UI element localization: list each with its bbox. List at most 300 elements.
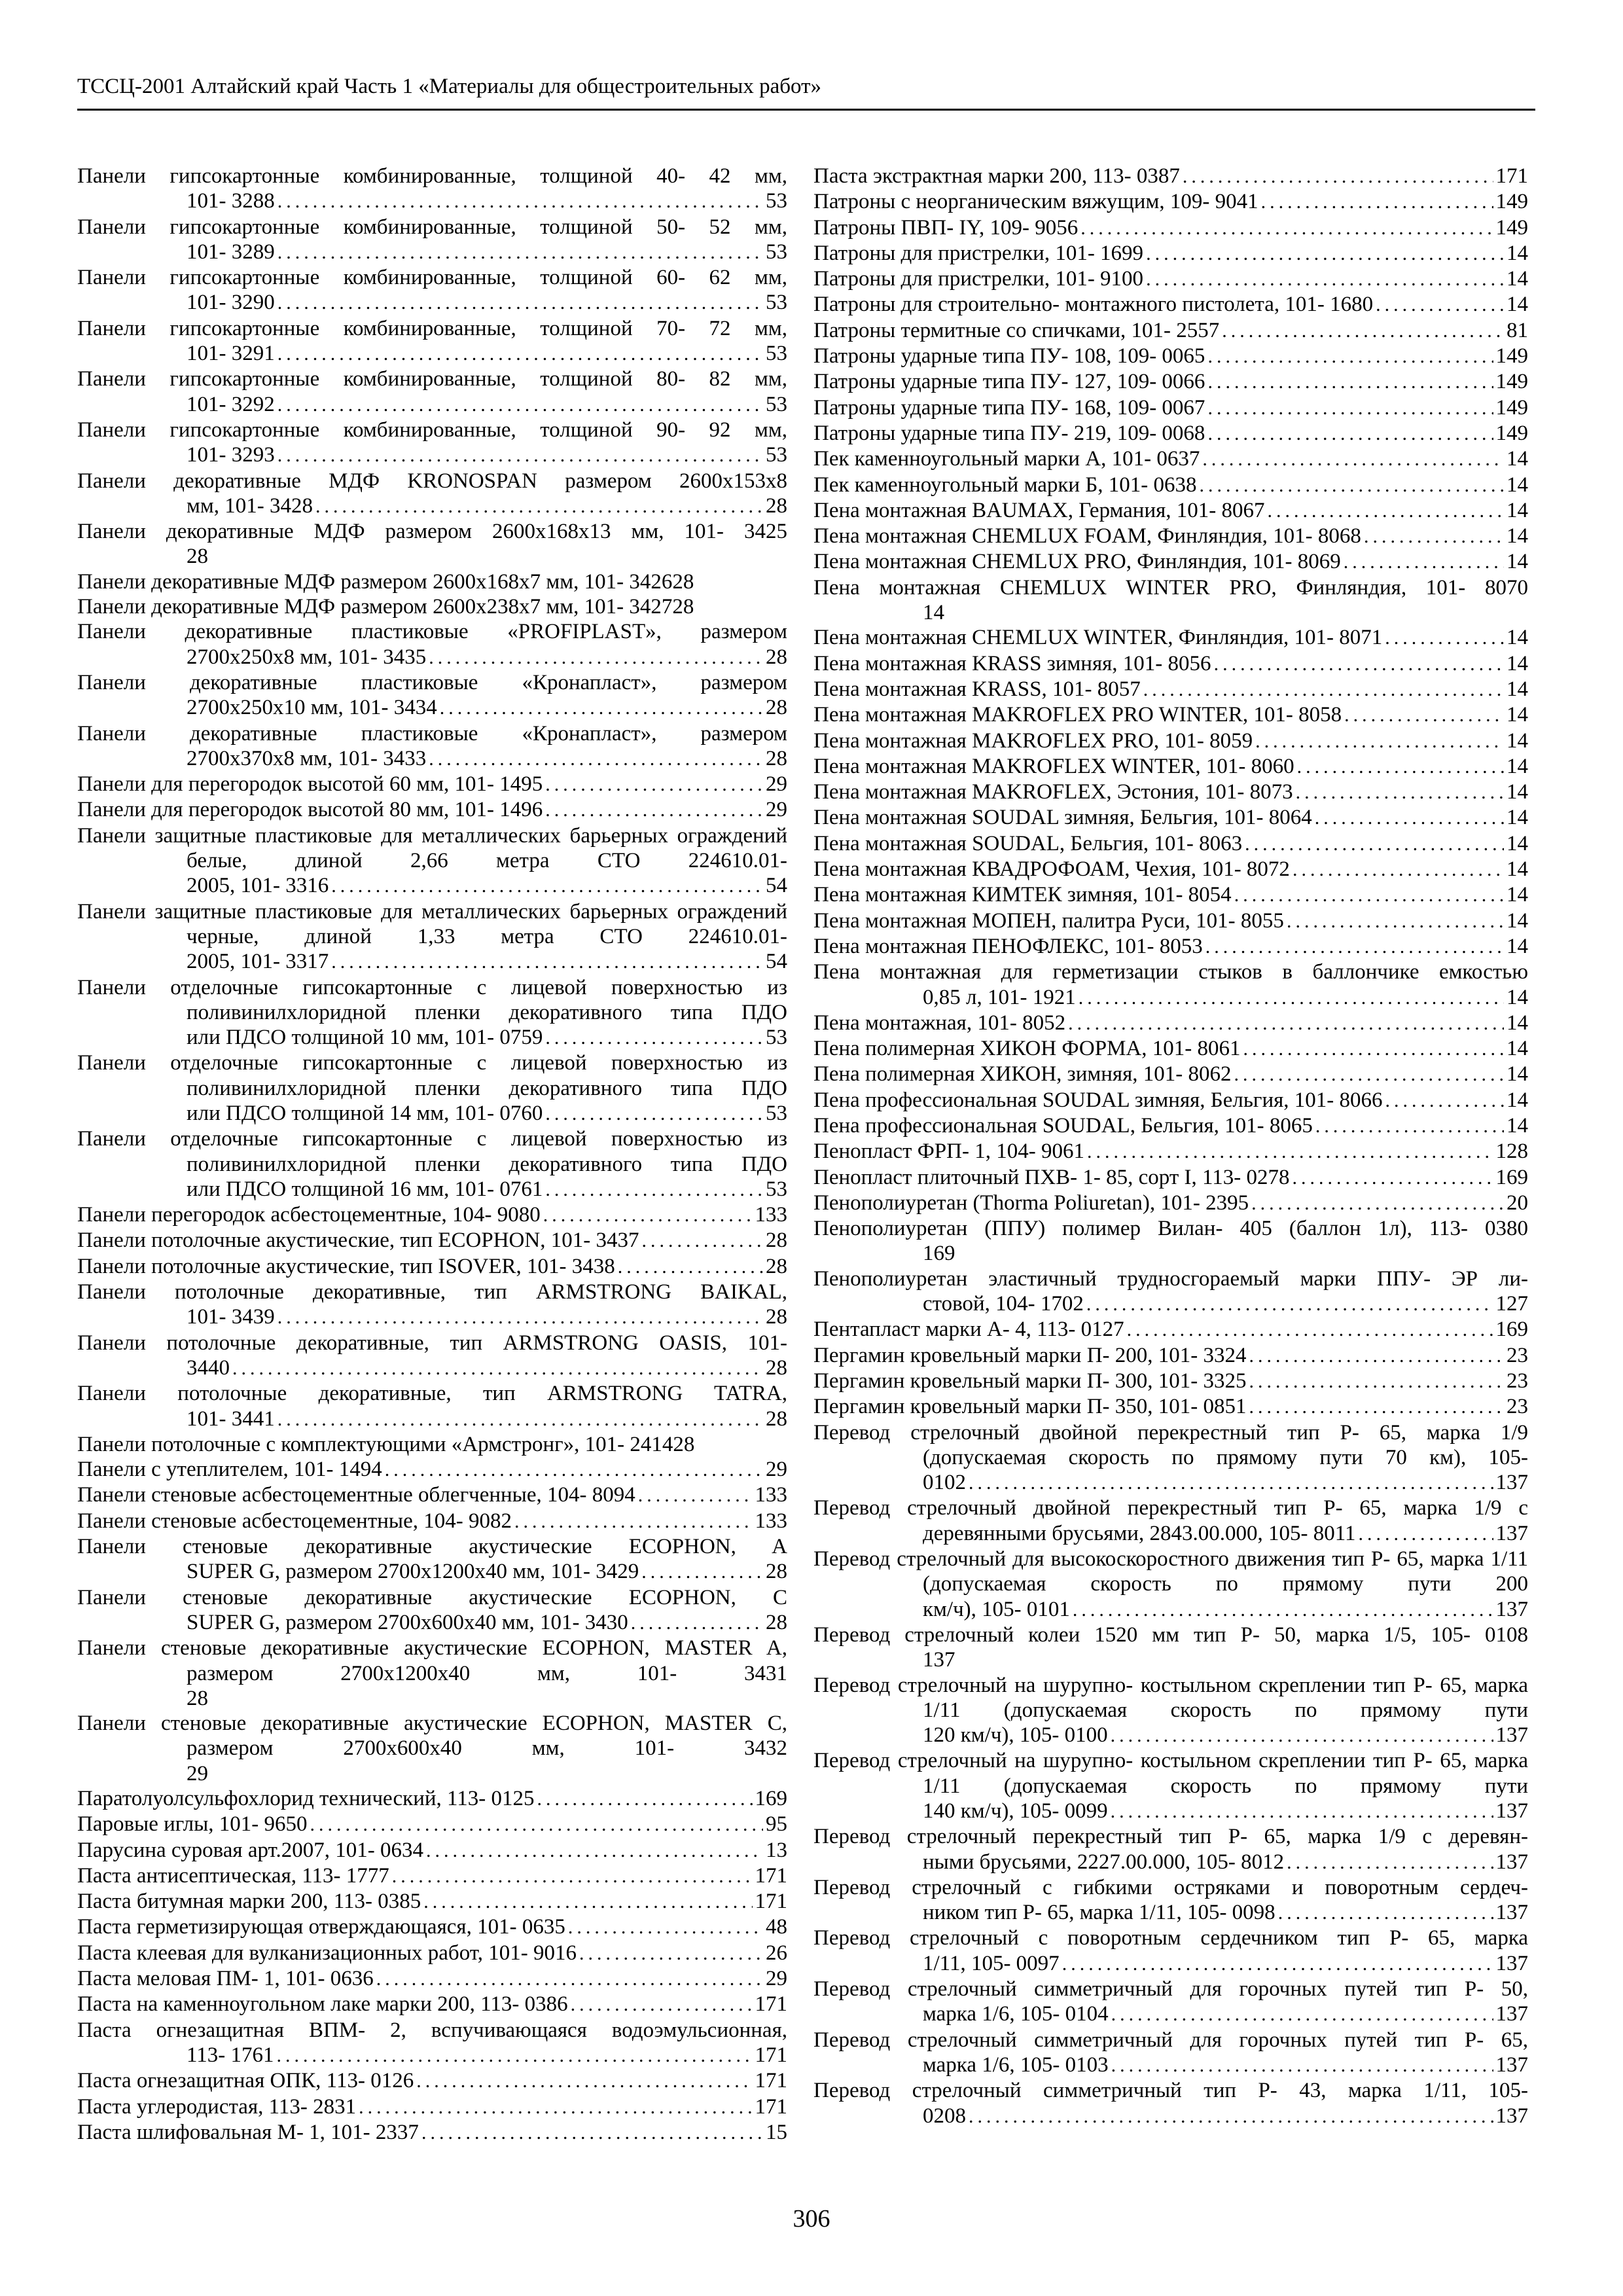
dot-leader xyxy=(638,1483,753,1508)
entry-page: 137 xyxy=(1495,1901,1528,1925)
index-entry xyxy=(813,473,1528,498)
entry-text: Панели гипсокартонные комбинированные, толщиной 70- 72 мм, xyxy=(77,316,787,340)
dot-leader xyxy=(416,2069,752,2094)
dot-leader xyxy=(1344,550,1504,575)
entry-page: 81 xyxy=(1507,318,1528,342)
dot-leader xyxy=(1385,1088,1504,1113)
dot-leader xyxy=(571,1992,753,2017)
entry-page: 137 xyxy=(1495,1521,1528,1545)
dot-leader xyxy=(1207,344,1493,369)
entry-text: Панели гипсокартонные комбинированные, толщиной 40- 42 мм, xyxy=(77,164,787,188)
entry-continuation: 137 xyxy=(923,1648,955,1672)
entry-page: 53 xyxy=(766,342,787,366)
dot-leader xyxy=(232,1356,763,1381)
index-entry xyxy=(77,2094,787,2120)
dot-leader xyxy=(421,2121,763,2145)
dot-leader xyxy=(277,189,763,214)
index-entry xyxy=(77,316,787,367)
entry-page: 14 xyxy=(1507,651,1528,675)
entry-continuation: 1/11, 105- 0097 xyxy=(923,1951,1060,1975)
entry-text: Пена монтажная CHEMLUX WINTER PRO, Финляндия, 101- 8070 xyxy=(813,575,1528,600)
entry-page: 171 xyxy=(755,1863,787,1888)
dot-leader xyxy=(1214,652,1504,677)
entry-page: 133 xyxy=(755,1203,787,1227)
dot-leader xyxy=(969,2104,1493,2129)
entry-text: Пена полимерная ХИКОН, зимняя, 101- 8062 xyxy=(813,1062,1232,1086)
entry-text: Перевод стрелочный симметричный для горочных путей тип Р- 65, xyxy=(813,2028,1528,2052)
index-entry xyxy=(77,797,787,823)
entry-text: Панели для перегородок высотой 80 мм, 101- 1496 xyxy=(77,798,543,822)
entry-continuation: 2700x250x8 мм, 101- 3435 xyxy=(187,645,427,669)
entry-page: 137 xyxy=(1495,1951,1528,1975)
dot-leader xyxy=(1287,1850,1493,1875)
entry-page: 28 xyxy=(766,1305,787,1329)
index-entry xyxy=(813,651,1528,677)
index-entry xyxy=(77,418,787,469)
dot-leader xyxy=(1315,1114,1504,1139)
entry-text: Пена монтажная SOUDAL зимняя, Бельгия, 101- 8064 xyxy=(813,806,1312,830)
entry-page: 53 xyxy=(766,189,787,213)
entry-continuation: 101- 3441 xyxy=(187,1407,275,1431)
entry-page: 14 xyxy=(1507,1062,1528,1086)
entry-text: Панели декоративные пластиковые «PROFIPLAST», размером xyxy=(77,620,787,644)
entry-text: Панели декоративные пластиковые «Кронапласт», размером xyxy=(77,670,787,694)
entry-text: Перевод стрелочный для высокоскоростного движения тип Р- 65, марка 1/11 (допускаемая скорость по прямому пути 200 xyxy=(813,1547,1528,1596)
entry-page: 169 xyxy=(1495,1318,1528,1342)
index-entry xyxy=(77,975,787,1051)
entry-page: 29 xyxy=(766,1458,787,1482)
dot-leader xyxy=(1080,216,1493,241)
entry-page: 133 xyxy=(755,1483,787,1507)
index-entry xyxy=(77,823,787,899)
entry-text: Панели отделочные гипсокартонные с лицевой поверхностью из поливинилхлоридной пленки декоративного типа ПДО xyxy=(77,1051,787,1100)
entry-page: 28 xyxy=(766,1355,787,1380)
entry-text: Панели декоративные МДФ размером 2600x168x13 мм, 101- 3425 xyxy=(77,520,787,544)
dot-leader xyxy=(1062,1952,1493,1977)
entry-text: Пергамин кровельный марки П- 350, 101- 0851 xyxy=(813,1395,1247,1419)
entry-page: 137 xyxy=(1495,1723,1528,1748)
entry-continuation: марка 1/6, 105- 0103 xyxy=(923,2053,1109,2077)
entry-continuation: 101- 3439 xyxy=(187,1305,275,1329)
dot-leader xyxy=(277,443,763,468)
index-entry xyxy=(77,1585,787,1636)
dot-leader xyxy=(1268,499,1504,524)
dot-leader xyxy=(277,393,763,418)
entry-page: 14 xyxy=(1507,728,1528,753)
dot-leader xyxy=(1234,883,1504,908)
dot-leader xyxy=(641,1229,763,1253)
index-entry xyxy=(813,1266,1528,1318)
entry-page: 14 xyxy=(1507,831,1528,855)
index-entry xyxy=(813,625,1528,651)
entry-text: Парусина суровая арт.2007, 101- 0634 xyxy=(77,1838,423,1862)
entry-text: Пена монтажная КИМТЕК зимняя, 101- 8054 xyxy=(813,883,1232,907)
entry-page: 137 xyxy=(1495,1850,1528,1874)
entry-continuation: км/ч), 105- 0101 xyxy=(923,1597,1070,1621)
entry-page: 54 xyxy=(766,950,787,974)
page-number: 306 xyxy=(793,2205,830,2233)
dot-leader xyxy=(1111,2002,1493,2027)
entry-text: Пена монтажная MAKROFLEX PRO, 101- 8059 xyxy=(813,728,1253,753)
entry-text: Перевод стрелочный на шурупно- костыльном скреплении тип Р- 65, марка 1/11 (допускаемая скорость по прямому пути xyxy=(813,1673,1528,1722)
entry-page: 171 xyxy=(1495,164,1528,188)
entry-page: 26 xyxy=(766,1941,787,1965)
dot-leader xyxy=(426,1839,763,1863)
index-entry xyxy=(77,265,787,316)
entry-text: Панели отделочные гипсокартонные с лицевой поверхностью из поливинилхлоридной пленки декоративного типа ПДО xyxy=(77,1127,787,1176)
entry-text: Пена профессиональная SOUDAL зимняя, Бельгия, 101- 8066 xyxy=(813,1088,1383,1112)
dot-leader xyxy=(310,1812,763,1837)
entry-page: 137 xyxy=(1495,2002,1528,2026)
index-entry xyxy=(813,702,1528,728)
entry-page: 28 xyxy=(766,1560,787,1584)
index-entry xyxy=(77,367,787,418)
entry-page: 149 xyxy=(1495,344,1528,368)
entry-continuation: 28 xyxy=(187,1686,208,1710)
entry-page: 14 xyxy=(1507,1011,1528,1035)
entry-text: Пена монтажная KRASS, 101- 8057 xyxy=(813,677,1141,701)
entry-continuation: или ПДСО толщиной 16 мм, 101- 0761 xyxy=(187,1177,543,1201)
dot-leader xyxy=(277,2043,753,2068)
entry-continuation: 2700x370x8 мм, 101- 3433 xyxy=(187,746,427,770)
entry-text: Пек каменноугольный марки А, 101- 0637 xyxy=(813,447,1200,471)
entry-page: 169 xyxy=(1495,1165,1528,1189)
entry-text: Перевод стрелочный колеи 1520 мм тип Р- 50, марка 1/5, 105- 0108 xyxy=(813,1623,1528,1647)
index-entry xyxy=(813,857,1528,882)
entry-text: Пена полимерная ХИКОН ФОРМА, 101- 8061 xyxy=(813,1037,1241,1061)
index-entry xyxy=(813,1748,1528,1824)
dot-leader xyxy=(579,1941,763,1966)
index-entry xyxy=(813,575,1528,626)
index-entry xyxy=(813,677,1528,702)
index-entry xyxy=(77,619,787,670)
dot-leader xyxy=(277,1305,763,1330)
entry-text: Перевод стрелочный с поворотным сердечником тип Р- 65, марка xyxy=(813,1926,1528,1950)
index-entry xyxy=(813,2028,1528,2079)
entry-page: 14 xyxy=(1507,626,1528,650)
dot-leader xyxy=(1234,1062,1504,1087)
dot-leader xyxy=(1376,293,1504,317)
entry-page: 23 xyxy=(1507,1343,1528,1367)
dot-leader xyxy=(1293,1166,1493,1191)
entry-continuation: 101- 3293 xyxy=(187,443,275,467)
index-entry xyxy=(77,469,787,520)
dot-leader xyxy=(537,1787,753,1812)
entry-text: Паста антисептическая, 113- 1777 xyxy=(77,1863,389,1888)
index-entry xyxy=(813,446,1528,472)
entry-page: 137 xyxy=(1495,2053,1528,2077)
entry-text: Панели для перегородок высотой 60 мм, 101- 1495 xyxy=(77,772,543,797)
index-entry xyxy=(77,1812,787,1837)
entry-text: Панели стеновые декоративные акустические ECOPHON, MASTER C, размером 2700x600x40 мм, 101- 3432 xyxy=(77,1712,787,1761)
entry-text: Перевод стрелочный на шурупно- костыльном скреплении тип Р- 65, марка 1/11 (допускаемая скорость по прямому пути xyxy=(813,1749,1528,1798)
index-entry xyxy=(813,1547,1528,1623)
entry-page: 28 xyxy=(766,1407,787,1431)
entry-page: 28 xyxy=(766,1229,787,1253)
entry-text: Пена профессиональная SOUDAL, Бельгия, 101- 8065 xyxy=(813,1113,1313,1138)
index-entry xyxy=(813,728,1528,754)
index-entry xyxy=(813,934,1528,960)
index-entry xyxy=(813,1191,1528,1216)
entry-text: Панели потолочные акустические, тип ECOPHON, 101- 3437 xyxy=(77,1229,639,1253)
entry-text: Пена монтажная BAUMAX, Германия, 101- 8067 xyxy=(813,498,1265,522)
entry-continuation: 101- 3289 xyxy=(187,240,275,264)
index-entry xyxy=(77,1482,787,1508)
entry-continuation: 2700x250x10 мм, 101- 3434 xyxy=(187,696,437,720)
index-entry xyxy=(813,1824,1528,1875)
entry-page: 14 xyxy=(1507,241,1528,265)
index-entry xyxy=(77,2120,787,2145)
dot-leader xyxy=(1315,806,1504,831)
entry-page: 53 xyxy=(766,240,787,264)
entry-page: 133 xyxy=(755,1509,787,1533)
entry-page: 28 xyxy=(766,1254,787,1278)
entry-page: 171 xyxy=(755,2043,787,2067)
entry-continuation: 101- 3290 xyxy=(187,291,275,315)
entry-text: Панели защитные пластиковые для металлических барьерных ограждений белые, длиной 2,66 метра СТО 224610.01- xyxy=(77,823,787,873)
entry-page: 28 xyxy=(766,746,787,770)
entry-text: Панели гипсокартонные комбинированные, толщиной 90- 92 мм, xyxy=(77,418,787,442)
index-entry xyxy=(77,1914,787,1940)
entry-page: 149 xyxy=(1495,421,1528,445)
entry-page: 14 xyxy=(1507,1088,1528,1112)
dot-leader xyxy=(545,772,763,797)
dot-leader xyxy=(1086,1292,1493,1317)
entry-text: Панели гипсокартонные комбинированные, толщиной 60- 62 мм, xyxy=(77,266,787,290)
entry-page: 14 xyxy=(1507,498,1528,522)
entry-text: Паста герметизирующая отверждающаяся, 101- 0635 xyxy=(77,1915,565,1939)
dot-leader xyxy=(423,1890,752,1914)
entry-text: Пентапласт марки А- 4, 113- 0127 xyxy=(813,1318,1124,1342)
entry-page: 137 xyxy=(1495,1471,1528,1495)
dot-leader xyxy=(277,1407,763,1432)
index-entry xyxy=(77,1126,787,1202)
entry-page: 14 xyxy=(1507,754,1528,778)
entry-page: 23 xyxy=(1507,1395,1528,1419)
entry-page: 14 xyxy=(1507,293,1528,317)
entry-page: 14 xyxy=(1507,524,1528,548)
index-entry xyxy=(813,1673,1528,1749)
entry-page: 53 xyxy=(766,1026,787,1050)
dot-leader xyxy=(440,696,763,721)
index-entry xyxy=(813,908,1528,934)
entry-text: Перевод стрелочный двойной перекрестный тип Р- 65, марка 1/9 с xyxy=(813,1496,1528,1520)
dot-leader xyxy=(1207,370,1493,395)
index-entry xyxy=(77,164,787,215)
index-entry xyxy=(813,1420,1528,1496)
dot-leader xyxy=(385,1458,763,1482)
entry-continuation: 0208 xyxy=(923,2104,966,2128)
entry-page: 137 xyxy=(1495,1597,1528,1621)
index-entry xyxy=(77,1432,787,1457)
index-entry xyxy=(77,215,787,266)
running-header xyxy=(77,65,1535,111)
dot-leader xyxy=(1251,1191,1504,1216)
entry-page: 29 xyxy=(766,772,787,797)
dot-leader xyxy=(392,1864,753,1889)
entry-text: Пена монтажная MAKROFLEX PRO WINTER, 101- 8058 xyxy=(813,703,1342,727)
entry-page: 95 xyxy=(766,1812,787,1837)
entry-page: 20 xyxy=(1507,1191,1528,1215)
dot-leader xyxy=(1249,1344,1505,1369)
entry-text: Панели декоративные МДФ KRONOSPAN размером 2600x153x8 xyxy=(77,469,787,493)
dot-leader xyxy=(1205,935,1504,960)
entry-text: Паста огнезащитная ОПК, 113- 0126 xyxy=(77,2069,414,2093)
dot-leader xyxy=(1111,1723,1493,1748)
entry-text: Перевод стрелочный с гибкими остряками и поворотным сердеч- xyxy=(813,1875,1528,1899)
dot-leader xyxy=(1127,1318,1493,1342)
dot-leader xyxy=(1111,1799,1493,1824)
entry-page: 137 xyxy=(1495,1799,1528,1823)
index-entry xyxy=(813,831,1528,857)
index-entry xyxy=(813,292,1528,317)
dot-leader xyxy=(376,1967,763,1992)
index-entry xyxy=(77,1889,787,1914)
dot-leader xyxy=(1183,164,1493,189)
entry-page: 171 xyxy=(755,1890,787,1914)
entry-text: Паста меловая ПМ- 1, 101- 0636 xyxy=(77,1967,374,1991)
index-entry xyxy=(813,1369,1528,1394)
entry-text: Пена монтажная CHEMLUX WINTER, Финляндия, 101- 8071 xyxy=(813,626,1383,650)
index-entry xyxy=(813,1394,1528,1420)
entry-text: Пена монтажная CHEMLUX FOAM, Финляндия, 101- 8068 xyxy=(813,524,1361,548)
entry-text: Панели стеновые декоративные акустические ECOPHON, MASTER A, размером 2700x1200x40 мм, 101- 3431 xyxy=(77,1636,787,1685)
index-entry xyxy=(813,215,1528,241)
entry-page: 54 xyxy=(766,874,787,898)
dot-leader xyxy=(1364,524,1504,549)
dot-leader xyxy=(1243,1037,1505,1062)
entry-continuation: 3440 xyxy=(187,1355,230,1380)
dot-leader xyxy=(1249,1369,1505,1394)
index-entry xyxy=(813,805,1528,831)
entry-page: 28 xyxy=(766,493,787,518)
index-entry xyxy=(77,1966,787,1992)
dot-leader xyxy=(514,1509,753,1534)
dot-leader xyxy=(543,1203,753,1228)
entry-page: 14 xyxy=(1507,780,1528,804)
entry-text: Пенопласт плиточный ПХВ- 1- 85, сорт I, 113- 0278 xyxy=(813,1165,1290,1189)
entry-text: Пена монтажная КВАДРОФОАМ, Чехия, 101- 8072 xyxy=(813,857,1290,882)
entry-continuation: мм, 101- 3428 xyxy=(187,493,313,518)
entry-text: Пена монтажная SOUDAL, Бельгия, 101- 8063 xyxy=(813,831,1243,855)
entry-page: 14 xyxy=(1507,806,1528,830)
index-entry xyxy=(77,1838,787,1863)
entry-text: Панели гипсокартонные комбинированные, толщиной 80- 82 мм, xyxy=(77,367,787,391)
entry-page: 29 xyxy=(766,1967,787,1991)
header-title: ТССЦ-2001 Алтайский край Часть 1 «Материалы для общестроительных работ» xyxy=(77,75,822,98)
entry-text: Патроны ударные типа ПУ- 127, 109- 0066 xyxy=(813,370,1205,394)
index-entry xyxy=(77,1786,787,1812)
entry-text: Патроны для пристрелки, 101- 9100 xyxy=(813,267,1144,291)
index-entry xyxy=(77,1457,787,1482)
dot-leader xyxy=(429,747,763,772)
dot-leader xyxy=(1385,626,1504,651)
index-entry xyxy=(813,780,1528,805)
entry-page: 14 xyxy=(1507,1037,1528,1061)
index-entry xyxy=(77,1941,787,1966)
dot-leader xyxy=(277,240,763,265)
entry-page: 53 xyxy=(766,291,787,315)
dot-leader xyxy=(1146,242,1504,266)
entry-continuation: или ПДСО толщиной 10 мм, 101- 0759 xyxy=(187,1026,543,1050)
entry-continuation: 2005, 101- 3317 xyxy=(187,950,329,974)
entry-text: Пена монтажная МОПЕН, палитра Руси, 101- 8055 xyxy=(813,908,1284,933)
index-entry xyxy=(813,1623,1528,1673)
entry-text: Панели потолочные акустические, тип ISOVER, 101- 3438 xyxy=(77,1254,615,1278)
dot-leader xyxy=(1297,755,1504,780)
entry-page: 14 xyxy=(1507,1113,1528,1138)
entry-text: Перевод стрелочный двойной перекрестный тип Р- 65, марка 1/9 (допускаемая скорость по прямому пути 70 км), 105- xyxy=(813,1420,1528,1469)
dot-leader xyxy=(1068,1011,1504,1036)
entry-continuation: 28 xyxy=(187,545,208,569)
index-entry xyxy=(77,1534,787,1585)
index-entry xyxy=(813,1165,1528,1191)
entry-continuation: ными брусьями, 2227.00.000, 105- 8012 xyxy=(923,1850,1285,1874)
index-entry xyxy=(77,1228,787,1253)
index-entry xyxy=(813,1139,1528,1164)
index-entry xyxy=(813,266,1528,292)
entry-page: 137 xyxy=(1495,2104,1528,2128)
entry-continuation: 101- 3291 xyxy=(187,342,275,366)
entry-text: Пенополиуретан (Thorma Poliuretan), 101- 2395 xyxy=(813,1191,1249,1215)
entry-text: Пергамин кровельный марки П- 300, 101- 3325 xyxy=(813,1369,1247,1393)
dot-leader xyxy=(1222,319,1504,344)
dot-leader xyxy=(631,1611,763,1636)
dot-leader xyxy=(545,1177,763,1202)
entry-page: 53 xyxy=(766,1101,787,1125)
entry-page: 29 xyxy=(766,798,787,822)
dot-leader xyxy=(545,1102,763,1126)
index-entry xyxy=(77,721,787,772)
index-entry xyxy=(813,1062,1528,1087)
entry-page: 14 xyxy=(1507,473,1528,497)
entry-page: 171 xyxy=(755,2094,787,2119)
dot-leader xyxy=(359,2095,752,2120)
entry-page: 14 xyxy=(1507,985,1528,1009)
index-column-right xyxy=(813,164,1528,2129)
entry-text: Паровые иглы, 101- 9650 xyxy=(77,1812,308,1837)
entry-text: Паста на каменноугольном лаке марки 200, 113- 0386 xyxy=(77,1992,568,2017)
entry-text: Пенопласт ФРП- 1, 104- 9061 xyxy=(813,1139,1084,1164)
index-entry xyxy=(77,1711,787,1786)
entry-page: 171 xyxy=(755,1992,787,2017)
entry-text: Пенополиуретан (ППУ) полимер Вилан- 405 (баллон 1л), 113- 0380 xyxy=(813,1217,1528,1241)
index-entry xyxy=(813,369,1528,395)
entry-text: Панели потолочные с комплектующими «Армстронг», 101- 241428 xyxy=(77,1432,695,1456)
entry-text: Панели стеновые декоративные акустические ECOPHON, A xyxy=(77,1535,787,1559)
entry-continuation: 113- 1761 xyxy=(187,2043,274,2067)
index-entry xyxy=(813,549,1528,575)
entry-continuation: SUPER G, размером 2700x1200x40 мм, 101- 3429 xyxy=(187,1560,639,1584)
index-entry xyxy=(813,1926,1528,1977)
entry-text: Панели стеновые асбестоцементные облегченные, 104- 8094 xyxy=(77,1483,635,1507)
entry-page: 169 xyxy=(755,1787,787,1810)
entry-text: Панели отделочные гипсокартонные с лицевой поверхностью из поливинилхлоридной пленки декоративного типа ПДО xyxy=(77,975,787,1024)
index-entry xyxy=(813,498,1528,524)
entry-text: Паста огнезащитная ВПМ- 2, вспучивающаяся водоэмульсионная, xyxy=(77,2018,787,2042)
entry-page: 53 xyxy=(766,1177,787,1201)
index-entry xyxy=(77,2018,787,2069)
entry-text: Панели потолочные декоративные, тип ARMSTRONG BAIKAL, xyxy=(77,1280,787,1304)
entry-text: Патроны ударные типа ПУ- 219, 109- 0068 xyxy=(813,421,1205,445)
entry-text: Пена монтажная ПЕНОФЛЕКС, 101- 8053 xyxy=(813,934,1203,958)
index-entry xyxy=(813,1317,1528,1342)
entry-continuation: 14 xyxy=(923,601,944,625)
entry-continuation: 101- 3292 xyxy=(187,392,275,416)
index-entry xyxy=(77,1202,787,1228)
entry-continuation: 169 xyxy=(923,1242,955,1266)
index-entry xyxy=(813,241,1528,266)
